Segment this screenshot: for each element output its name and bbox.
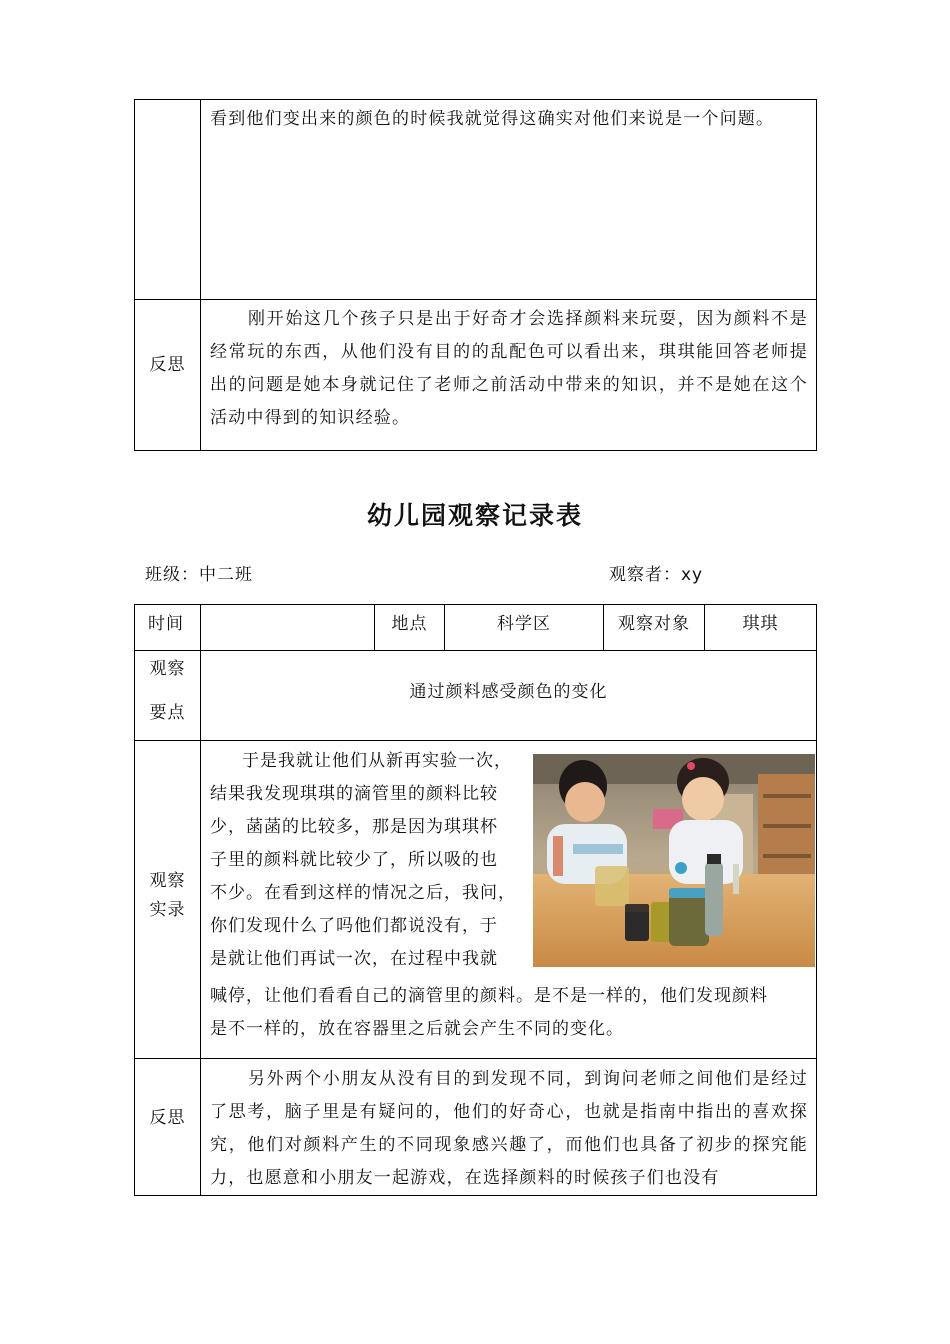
top-reflect-label: 反思 (149, 355, 186, 375)
record-line: 于是我就让他们从新再实验一次， (242, 751, 512, 771)
top-row1-text: 看到他们变出来的颜色的时候我就觉得这确实对他们来说是一个问题。 (210, 109, 775, 129)
record-text-full (210, 980, 810, 1046)
time-label: 时间 (148, 614, 184, 634)
focus-value: 通过颜料感受颜色的变化 (409, 682, 608, 702)
top-reflect-text: 刚开始这几个孩子只是出于好奇才会选择颜料来玩耍，因为颜料不是经常玩的东西，从他们没有目的的乱配色可以看出来，琪琪能回答老师提出的问题是她本身就记住了老师之前活动中带来的知识，并不是她在这个活动中得到的知识经验。 (210, 309, 808, 428)
record-line: 不少。在看到这样的情况之后，我问， (210, 883, 516, 903)
record-line: 是就让他们再试一次，在过程中我就 (210, 949, 498, 969)
reflect-text: 另外两个小朋友从没有目的到发现不同，到询问老师之间他们是经过了思考，脑子里是有疑问的，他们的好奇心，也就是指南中指出的喜欢探究，他们对颜料产生的不同现象感兴趣了，而他们也具备了初步的探究能力，也愿意和小朋友一起游戏，在选择颜料的时候孩子们也没有 (210, 1069, 808, 1188)
record-line: 你们发现什么了吗他们都说没有，于 (210, 916, 498, 936)
place-label: 地点 (391, 614, 428, 634)
object-value: 琪琪 (742, 614, 779, 634)
record-label-line2: 实录 (149, 900, 186, 920)
class-value: 中二班 (199, 565, 253, 585)
focus-label-line1: 观察 (149, 659, 186, 679)
record-line: 少，菡菡的比较多，那是因为琪琪杯 (210, 817, 498, 837)
record-text-block (210, 745, 530, 976)
focus-label-line2: 要点 (149, 703, 186, 723)
observer-info (609, 559, 703, 592)
record-line: 结果我发现琪琪的滴管里的颜料比较 (210, 784, 498, 804)
page-title: 幼儿园观察记录表 (366, 501, 583, 530)
place-value: 科学区 (497, 614, 551, 634)
record-line: 是不一样的，放在容器里之后就会产生不同的变化。 (210, 1019, 624, 1039)
reflect-label: 反思 (149, 1108, 186, 1128)
observer-label: 观察者： (609, 565, 681, 585)
record-line: 子里的颜料就比较少了，所以吸的也 (210, 850, 498, 870)
class-label: 班级： (145, 565, 199, 585)
record-label-line1: 观察 (149, 871, 186, 891)
record-line: 喊停，让他们看看自己的滴管里的颜料。是不是一样的，他们发现颜料 (210, 986, 768, 1006)
observer-value: xy (681, 565, 704, 585)
object-label: 观察对象 (618, 614, 690, 634)
children-experiment-photo (533, 754, 815, 967)
class-info (145, 559, 253, 592)
